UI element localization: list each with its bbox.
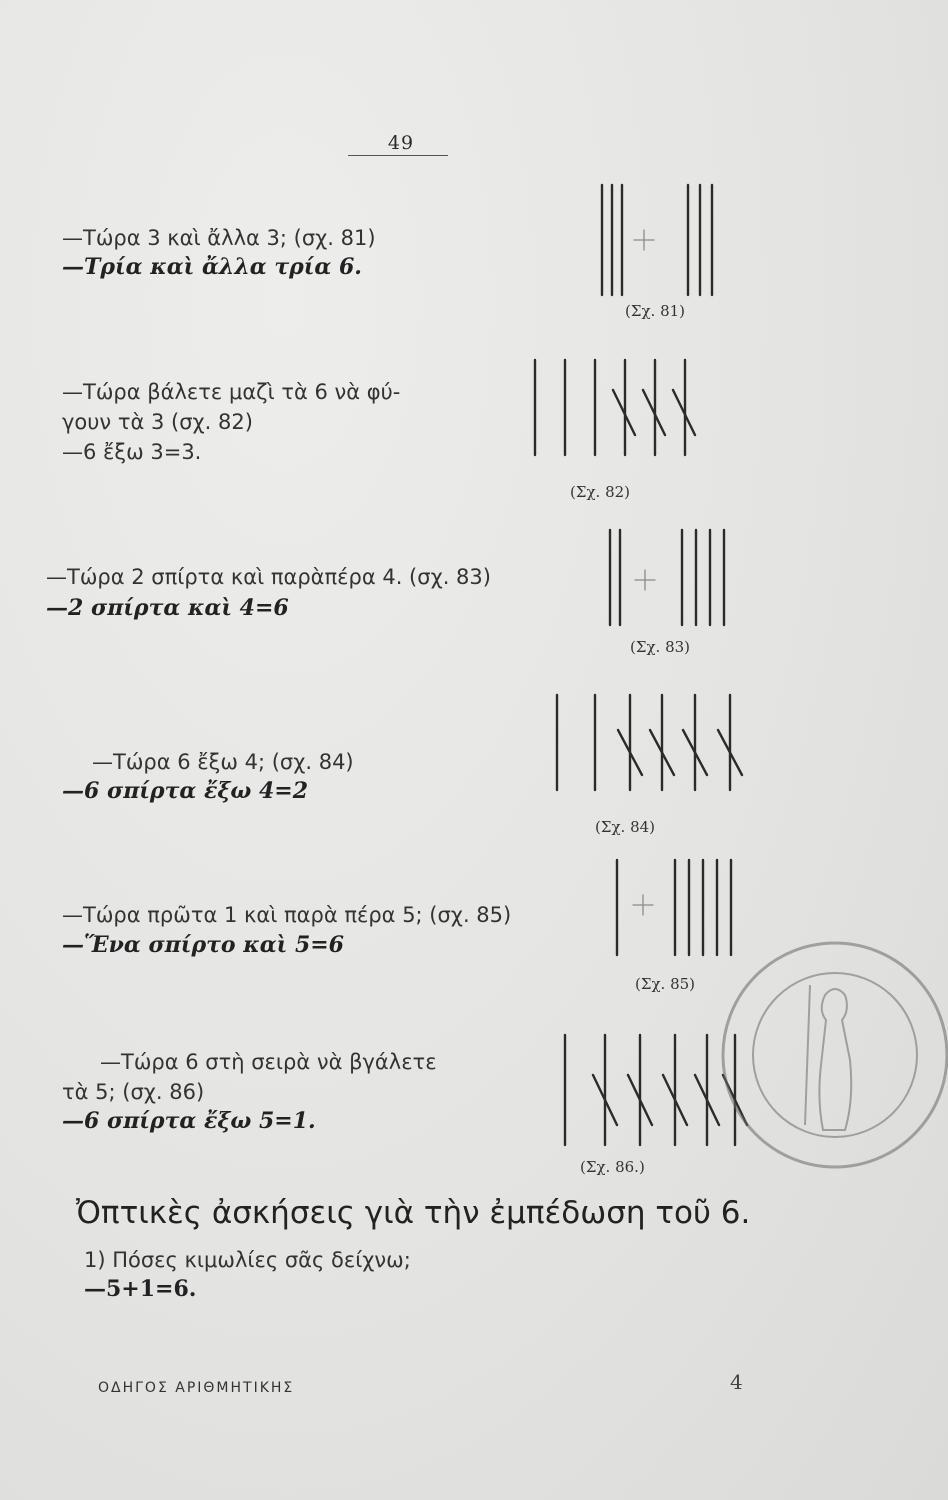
exercise-question: 1) Πόσες κιμωλίες σᾶς δείχνω; [84, 1248, 411, 1272]
matchstick-figure-81 [590, 180, 740, 305]
figure-caption-84: (Σχ. 84) [595, 818, 656, 836]
footer-signature: 4 [730, 1370, 743, 1394]
page-number: 49 [387, 132, 415, 154]
text-line: γουν τὰ 3 (σχ. 82) [62, 410, 253, 434]
figure-caption-82: (Σχ. 82) [570, 483, 631, 501]
text-line: —Τώρα 6 στὴ σειρὰ νὰ βγάλετε [100, 1050, 437, 1074]
figure-caption-85: (Σχ. 85) [635, 975, 696, 993]
matchstick-figure-83 [600, 525, 750, 635]
text-line: —Τώρα 3 καὶ ἄλλα 3; (σχ. 81) [62, 226, 376, 250]
text-line: —Τώρα 2 σπίρτα καὶ παρὰπέρα 4. (σχ. 83) [46, 565, 491, 589]
footer-title: ΟΔΗΓΟΣ ΑΡΙΘΜΗΤΙΚΗΣ [98, 1380, 295, 1396]
figure-caption-86: (Σχ. 86.) [580, 1158, 645, 1176]
text-line: —6 ἔξω 3=3. [62, 440, 202, 464]
matchstick-figure-84 [505, 690, 755, 800]
text-line: —2 σπίρτα καὶ 4=6 [46, 595, 289, 621]
figure-caption-83: (Σχ. 83) [630, 638, 691, 656]
text-line: —Ἕνα σπίρτο καὶ 5=6 [62, 932, 344, 958]
section-heading: Ὀπτικὲς ἀσκήσεις γιὰ τὴν ἐμπέδωση τοῦ 6. [76, 1195, 751, 1231]
text-line: —6 σπίρτα ἔξω 4=2 [62, 778, 309, 804]
page-number-rule [348, 155, 448, 156]
text-line: —Τώρα πρῶτα 1 καὶ παρὰ πέρα 5; (σχ. 85) [62, 903, 512, 927]
matchstick-figure-82 [520, 355, 720, 465]
exercise-answer: —5+1=6. [84, 1276, 197, 1302]
text-line: —Τρία καὶ ἄλλα τρία 6. [62, 254, 362, 280]
text-line: τὰ 5; (σχ. 86) [62, 1080, 205, 1104]
text-line: —6 σπίρτα ἔξω 5=1. [62, 1108, 316, 1134]
figure-caption-81: (Σχ. 81) [625, 302, 686, 320]
text-line: —Τώρα βάλετε μαζὶ τὰ 6 νὰ φύ- [62, 380, 401, 404]
library-stamp [700, 925, 948, 1185]
text-line: —Τώρα 6 ἔξω 4; (σχ. 84) [92, 750, 354, 774]
